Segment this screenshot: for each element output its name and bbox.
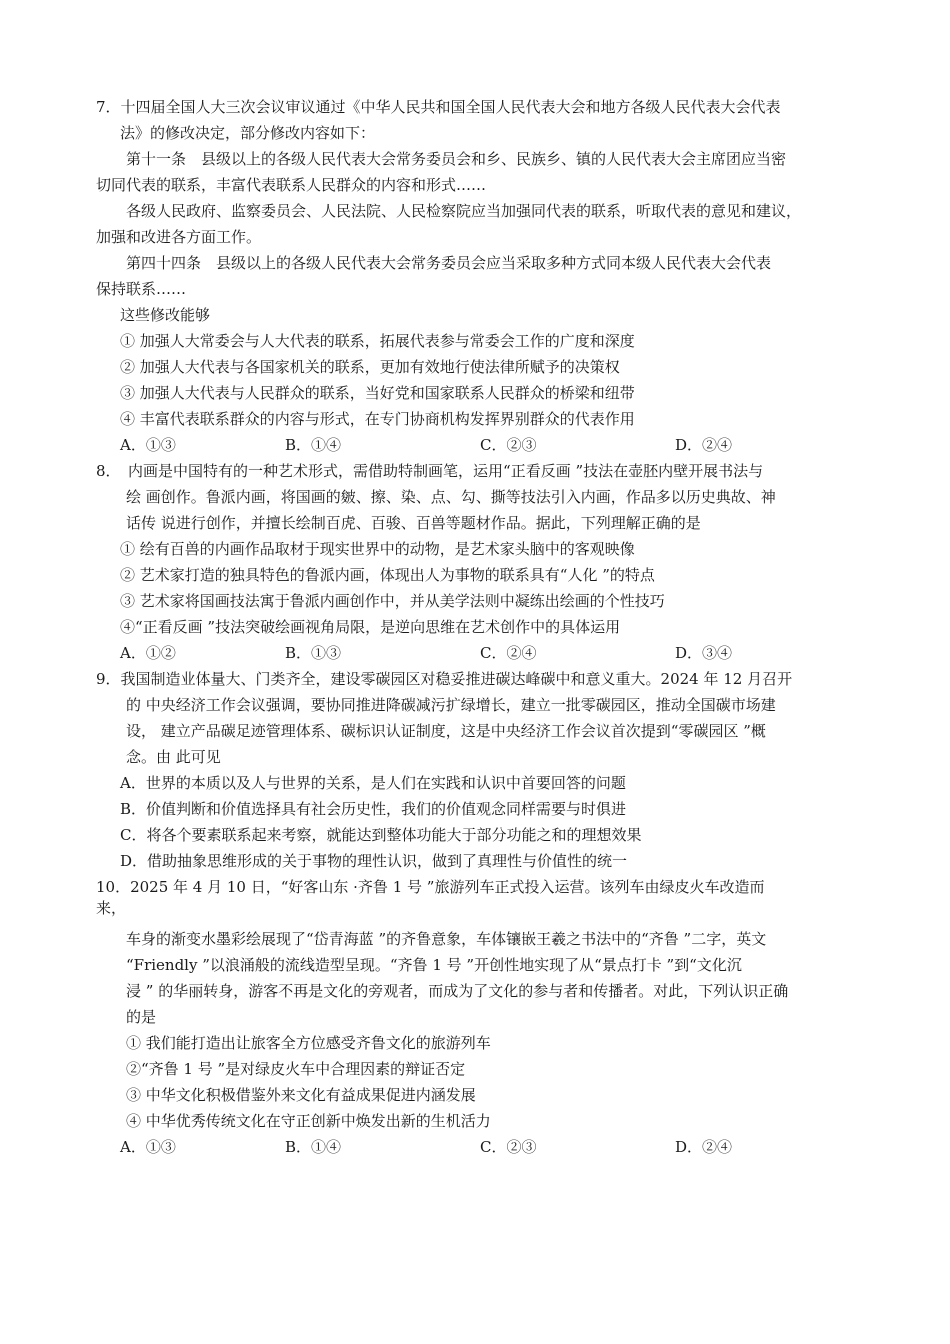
q7-stem-line: 法》的修改决定，部分修改内容如下： <box>120 124 376 142</box>
q9-option-a[interactable]: A．世界的本质以及人与世界的关系，是人们在实践和认识中首要回答的问题 <box>120 774 626 792</box>
q10-stem-line: 车身的渐变水墨彩绘展现了“岱青海蓝 ”的齐鲁意象，车体镶嵌王羲之书法中的“齐鲁 ”二字，英文 <box>126 930 767 948</box>
q10-item: ① 我们能打造出让旅客全方位感受齐鲁文化的旅游列车 <box>126 1034 491 1052</box>
q7-option-b[interactable]: B．①④ <box>285 436 342 454</box>
q10-stem-line: 浸 ” 的华丽转身，游客不再是文化的旁观者，而成为了文化的参与者和传播者。对此，下列认识正确 <box>126 982 789 1000</box>
q7-option-d[interactable]: D．②④ <box>675 436 733 454</box>
q10-option-b[interactable]: B．①④ <box>285 1138 342 1156</box>
q7-stem-line: 7．十四届全国人大三次会议审议通过《中华人民共和国全国人民代表大会和地方各级人民代表大会代表 <box>96 98 781 116</box>
q7-item: ③ 加强人大代表与人民群众的联系，当好党和国家联系人民群众的桥梁和纽带 <box>120 384 635 402</box>
q8-item: ③ 艺术家将国画技法寓于鲁派内画创作中，并从美学法则中凝练出绘画的个性技巧 <box>120 592 665 610</box>
q7-quote-line: 第四十四条 县级以上的各级人民代表大会常务委员会应当采取多种方式同本级人民代表大会代表 <box>126 254 772 272</box>
q7-ask: 这些修改能够 <box>120 306 211 324</box>
q7-item: ② 加强人大代表与各国家机关的联系，更加有效地行使法律所赋予的决策权 <box>120 358 620 376</box>
q7-quote-line: 第十一条 县级以上的各级人民代表大会常务委员会和乡、民族乡、镇的人民代表大会主席团应当密 <box>126 150 787 168</box>
q7-quote-line: 各级人民政府、监察委员会、人民法院、人民检察院应当加强同代表的联系，听取代表的意见和建议， <box>126 202 802 220</box>
q9-stem-line: 设， 建立产品碳足迹管理体系、碳标识认证制度，这是中央经济工作会议首次提到“零碳园区 ”概 <box>126 722 766 740</box>
q8-item: ① 绘有百兽的内画作品取材于现实世界中的动物，是艺术家头脑中的客观映像 <box>120 540 635 558</box>
q7-quote-line: 保持联系…… <box>96 280 187 298</box>
q10-item: ④ 中华优秀传统文化在守正创新中焕发出新的生机活力 <box>126 1112 491 1130</box>
q7-item: ④ 丰富代表联系群众的内容与形式，在专门协商机构发挥界别群众的代表作用 <box>120 410 635 428</box>
q8-item: ② 艺术家打造的独具特色的鲁派内画，体现出人为事物的联系具有“人化 ”的特点 <box>120 566 655 584</box>
q10-stem-line: “Friendly ”以浪涌般的流线造型呈现。“齐鲁 1 号 ”开创性地实现了从“景点打卡 ”到“文化沉 <box>126 956 742 974</box>
q10-option-d[interactable]: D．②④ <box>675 1138 733 1156</box>
q8-stem-line: 绘 画创作。鲁派内画，将国画的皴、擦、染、点、勾、撕等技法引入内画，作品多以历史典故、神 <box>126 488 776 506</box>
q7-item: ① 加强人大常委会与人大代表的联系，拓展代表参与常委会工作的广度和深度 <box>120 332 635 350</box>
q10-option-c[interactable]: C．②③ <box>480 1138 537 1156</box>
q9-option-b[interactable]: B．价值判断和价值选择具有社会历史性，我们的价值观念同样需要与时俱进 <box>120 800 627 818</box>
q8-stem-line: 8． 内画是中国特有的一种艺术形式，需借助特制画笔，运用“正看反画 ”技法在壶胚内壁开展书法与 <box>96 462 764 480</box>
q10-item: ③ 中华文化积极借鉴外来文化有益成果促进内涵发展 <box>126 1086 476 1104</box>
q7-option-c[interactable]: C．②③ <box>480 436 537 454</box>
q7-quote-line: 切同代表的联系，丰富代表联系人民群众的内容和形式…… <box>96 176 487 194</box>
q7-quote-line: 加强和改进各方面工作。 <box>96 228 262 246</box>
q7-option-a[interactable]: A．①③ <box>120 436 176 454</box>
q8-option-a[interactable]: A．①② <box>120 644 176 662</box>
q9-stem-line: 念。由 此可见 <box>126 748 221 766</box>
q8-option-c[interactable]: C．②④ <box>480 644 537 662</box>
q10-stem-line: 10．2025 年 4 月 10 日，“好客山东 ·齐鲁 1 号 ”旅游列车正式投入运营。该列车由绿皮火车改造而 <box>96 878 765 896</box>
q8-item: ④“正看反画 ”技法突破绘画视角局限，是逆向思维在艺术创作中的具体运用 <box>120 618 621 636</box>
q9-stem-line: 9．我国制造业体量大、门类齐全，建设零碳园区对稳妥推进碳达峰碳中和意义重大。2024 年 12 月召开 <box>96 670 793 688</box>
q9-stem-line: 的 中央经济工作会议强调，要协同推进降碳减污扩绿增长，建立一批零碳园区，推动全国碳市场建 <box>126 696 776 714</box>
q8-option-d[interactable]: D．③④ <box>675 644 733 662</box>
q8-option-b[interactable]: B．①③ <box>285 644 342 662</box>
q8-stem-line: 话传 说进行创作，并擅长绘制百虎、百骏、百兽等题材作品。据此，下列理解正确的是 <box>126 514 701 532</box>
q9-option-c[interactable]: C．将各个要素联系起来考察，就能达到整体功能大于部分功能之和的理想效果 <box>120 826 642 844</box>
q10-stem-line: 的是 <box>126 1008 157 1026</box>
q10-option-a[interactable]: A．①③ <box>120 1138 176 1156</box>
q10-item: ②“齐鲁 1 号 ”是对绿皮火车中合理因素的辩证否定 <box>126 1060 466 1078</box>
q10-stem-line: 来， <box>96 899 127 917</box>
q9-option-d[interactable]: D．借助抽象思维形成的关于事物的理性认识，做到了真理性与价值性的统一 <box>120 852 628 870</box>
